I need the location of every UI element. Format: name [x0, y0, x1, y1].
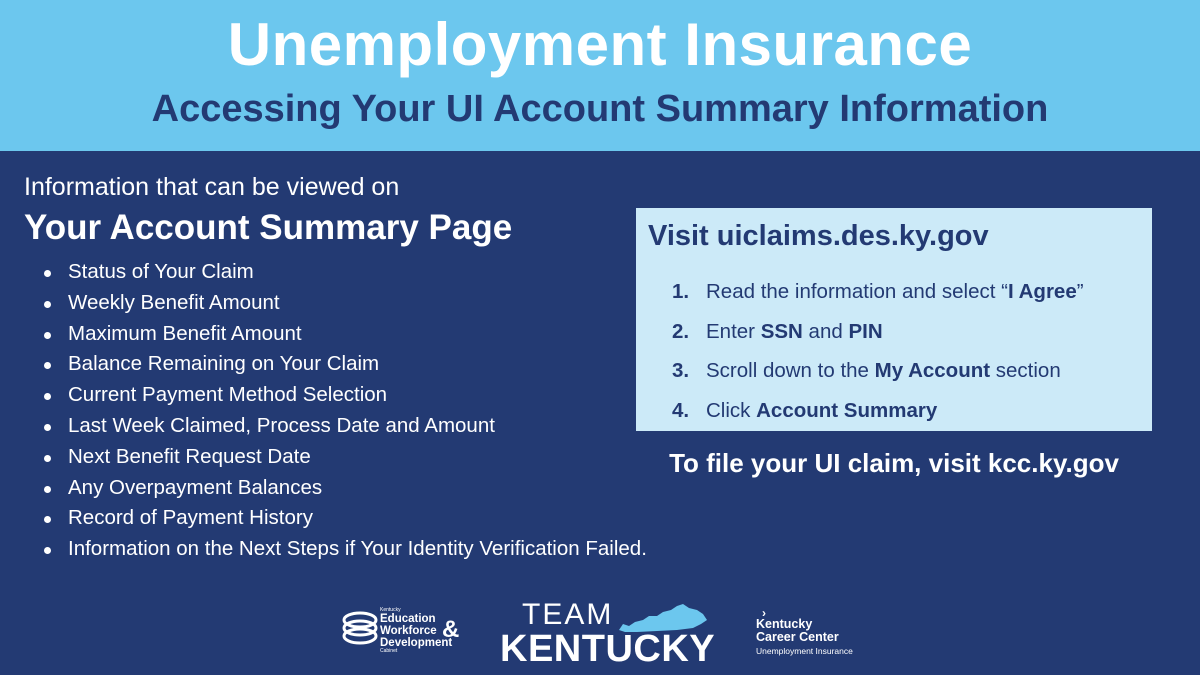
list-item: Current Payment Method Selection [44, 380, 647, 411]
step-item [672, 312, 1084, 352]
kentucky-career-center-logo [756, 606, 866, 654]
page-title: Unemployment Insurance [227, 11, 973, 78]
account-summary-heading: Your Account Summary Page [24, 208, 513, 247]
step-emphasis: SSN [760, 319, 803, 343]
list-item: Next Benefit Request Date [44, 442, 647, 473]
visit-instructions-box [636, 208, 1152, 431]
step-text: and [802, 319, 849, 343]
kentucky-word: KENTUCKY [500, 628, 716, 670]
steps-list [672, 272, 1084, 431]
step-text: Enter [706, 319, 761, 343]
list-item: Weekly Benefit Amount [44, 288, 647, 319]
ewd-line: Development [380, 637, 453, 650]
list-item: Status of Your Claim [44, 257, 647, 288]
team-kentucky-logo [500, 598, 716, 670]
list-item: Information on the Next Steps if Your Identity Verification Failed. [44, 534, 647, 565]
intro-text: Information that can be viewed on [24, 173, 400, 201]
ewd-state-label: Kentucky [380, 607, 401, 613]
header-band [0, 0, 1200, 151]
visit-website-heading: Visit uiclaims.des.ky.gov [648, 220, 989, 252]
globe-swirl-icon [342, 608, 378, 648]
step-number: 2. [672, 319, 690, 343]
step-item [672, 391, 1084, 431]
list-item: Maximum Benefit Amount [44, 319, 647, 350]
info-list [44, 257, 647, 565]
step-text: ” [1076, 280, 1084, 303]
step-number: 4. [672, 399, 690, 423]
file-claim-text: To file your UI claim, visit kcc.ky.gov [669, 448, 1119, 478]
list-item: Any Overpayment Balances [44, 473, 647, 504]
step-emphasis: Account Summary [756, 399, 938, 423]
step-item [672, 272, 1084, 312]
step-number: 1. [672, 280, 690, 303]
step-emphasis: PIN [848, 319, 883, 343]
step-text: Read the information and select “ [706, 280, 1008, 303]
kcc-subtitle: Unemployment Insurance [756, 646, 853, 656]
chevron-right-icon: › [762, 606, 766, 620]
ewd-ampersand: & [442, 616, 460, 643]
list-item: Balance Remaining on Your Claim [44, 349, 647, 380]
team-word: TEAM [522, 598, 614, 631]
step-emphasis: My Account [874, 359, 991, 383]
ewd-line: Education [380, 613, 436, 625]
step-item [672, 351, 1084, 391]
ewd-line: Workforce [380, 625, 437, 638]
list-item: Record of Payment History [44, 503, 647, 534]
education-workforce-logo [342, 607, 466, 655]
step-emphasis: I Agree [1007, 280, 1077, 303]
step-text: Scroll down to the [706, 359, 875, 383]
footer-logos [0, 590, 1200, 670]
ewd-cabinet-label: Cabinet [380, 648, 398, 655]
kcc-line: Career Center [756, 630, 839, 645]
kcc-line: Kentucky [756, 617, 813, 631]
step-number: 3. [672, 359, 690, 383]
step-text: Click [706, 399, 757, 423]
page-subtitle: Accessing Your UI Account Summary Information [151, 88, 1049, 130]
list-item: Last Week Claimed, Process Date and Amount [44, 411, 647, 442]
step-text: section [990, 359, 1061, 383]
